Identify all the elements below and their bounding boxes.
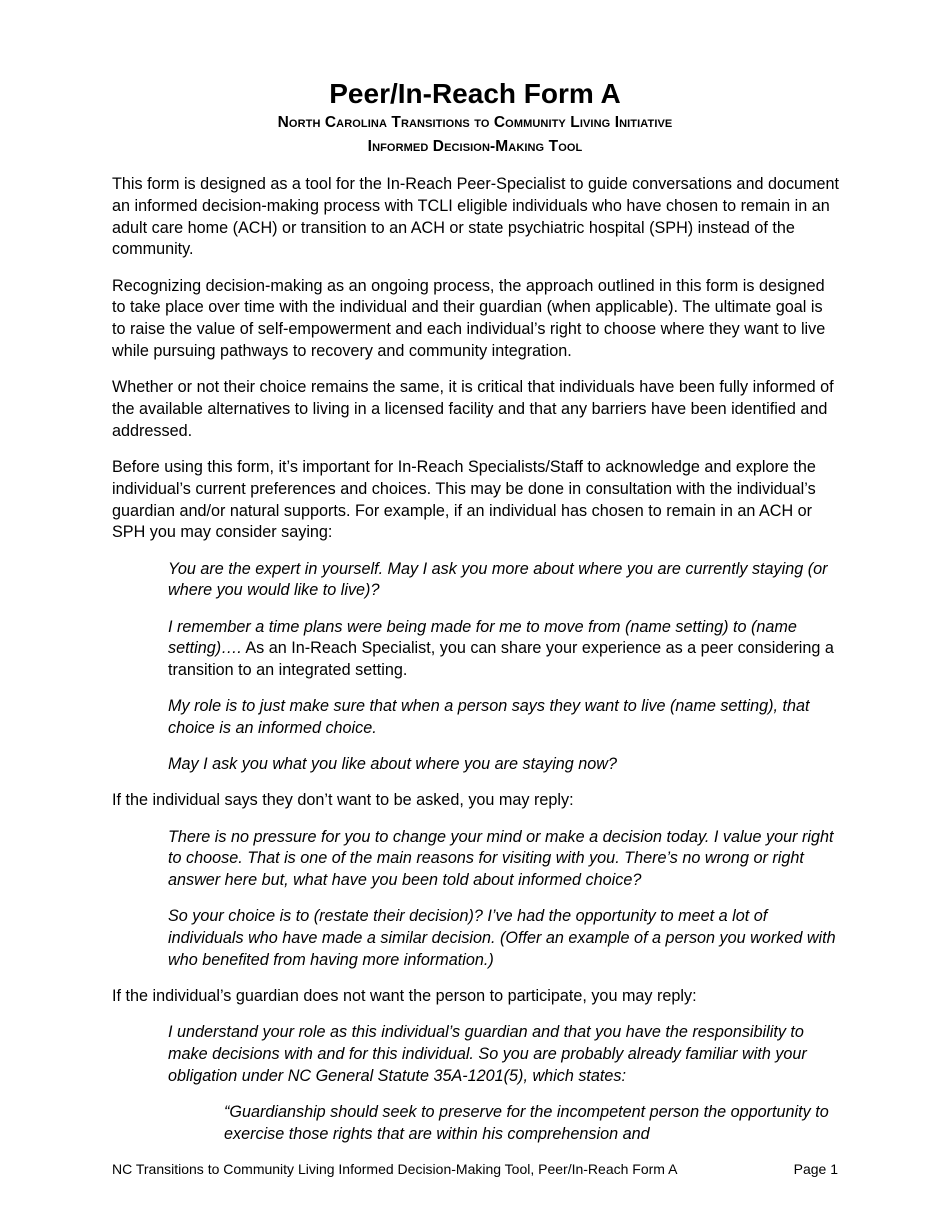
document-body [112,174,840,1160]
quote-guardian-role: I understand your role as this individual’s guardian and that you have the responsibility to make decisions with and for this individual. So you are probably already familiar with your obligation under NC General Statute 35A-1201(5), which states: [168,1023,807,1085]
footer-document-title: NC Transitions to Community Living Informed Decision-Making Tool, Peer/In-Reach Form A [112,1161,678,1177]
paragraph-before-using: Before using this form, it’s important for In-Reach Specialists/Staff to acknowledge and explore the individual’s current preferences and choices. This may be done in consultation with the individual’s guardian and/or natural supports. For example, if an individual has chosen to remain in an ACH or SPH you may consider saying: [112,457,816,542]
subtitle-initiative: North Carolina Transitions to Community Living Initiative [277,114,673,131]
quote-ask: May I ask you what you like about where you are staying now? [168,755,617,774]
paragraph-dont-ask: If the individual says they don’t want to be asked, you may reply: [112,791,574,810]
subtitle-tool: Informed Decision-Making Tool [367,138,583,155]
paragraph-intro: This form is designed as a tool for the In-Reach Peer-Specialist to guide conversations and document an informed decision-making process with TCLI eligible individuals who have chosen to remain in an adult care home (ACH) or transition to an ACH or state psychiatric hospital (SPH) instead of the community. [112,175,840,259]
quote-restate: So your choice is to (restate their decision)? I’ve had the opportunity to meet a lot of individuals who have made a similar decision. (Offer an example of a person you worked with who benefited from having more information.) [168,907,836,970]
quote-remember-italic: I remember a time plans were being made for me to move from (name setting) to (name setting)…. [168,617,797,658]
footer-page-number: Page 1 [793,1161,838,1177]
quote-statute: “Guardianship should seek to preserve for the incompetent person the opportunity to exercise those rights that are within his comprehension and [224,1103,829,1143]
quote-expert: You are the expert in yourself. May I ask you more about where you are currently staying (or where you would like to live)? [168,559,828,600]
paragraph-informed: Whether or not their choice remains the same, it is critical that individuals have been fully informed of the available alternatives to living in a licensed facility and that any barriers have been identified and addressed. [112,378,834,440]
quote-no-pressure: There is no pressure for you to change your mind or make a decision today. I value your right to choose. That is one of the main reasons for visiting with you. There’s no wrong or right answer here but, what have you been told about informed choice? [168,827,834,890]
quote-remember [168,617,840,682]
quote-role: My role is to just make sure that when a person says they want to live (name setting), that choice is an informed choice. [168,697,810,738]
quote-remember-note: As an In-Reach Specialist, you can share your experience as a peer considering a transition to an integrated setting. [168,639,834,680]
paragraph-goal: Recognizing decision-making as an ongoing process, the approach outlined in this form is designed to take place over time with the individual and their guardian (when applicable). The ultimate goal is to raise the value of self-empowerment and each individual’s right to choose where they want to live while pursuing pathways to recovery and community integration. [112,276,826,360]
page-title: Peer/In-Reach Form A [329,78,621,109]
paragraph-guardian: If the individual’s guardian does not want the person to participate, you may reply: [112,987,697,1006]
